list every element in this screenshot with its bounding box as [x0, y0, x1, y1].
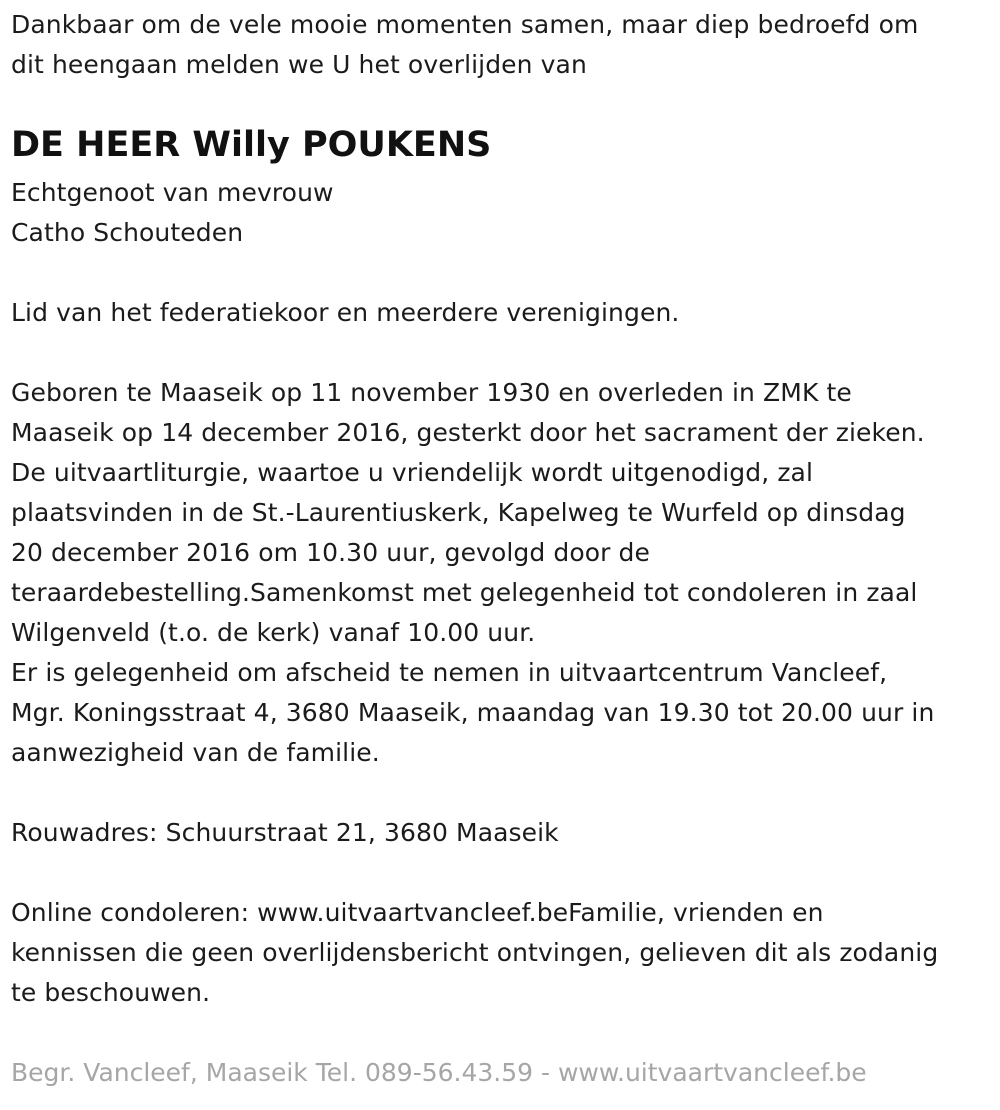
- funeral-details-paragraph: [11, 373, 934, 773]
- details-line: Er is gelegenheid om afscheid te nemen in uitvaartcentrum Vancleef,: [11, 658, 888, 687]
- intro-line: Dankbaar om de vele mooie momenten samen, maar diep bedroefd om: [11, 10, 919, 39]
- spouse-name: Catho Schouteden: [11, 218, 244, 247]
- membership-paragraph: [11, 293, 679, 333]
- details-line: Mgr. Koningsstraat 4, 3680 Maaseik, maandag van 19.30 tot 20.00 uur in: [11, 698, 935, 727]
- details-line: aanwezigheid van de familie.: [11, 738, 380, 767]
- details-line: Wilgenveld (t.o. de kerk) vanaf 10.00 uur.: [11, 618, 536, 647]
- online-line: kennissen die geen overlijdensbericht ontvingen, gelieven dit als zodanig: [11, 938, 939, 967]
- intro-paragraph: [11, 5, 918, 85]
- details-line: De uitvaartliturgie, waartoe u vriendelijk wordt uitgenodigd, zal: [11, 458, 814, 487]
- online-line: te beschouwen.: [11, 978, 211, 1007]
- details-line: 20 december 2016 om 10.30 uur, gevolgd door de: [11, 538, 651, 567]
- deceased-name: DE HEER Willy POUKENS: [11, 125, 492, 165]
- funeral-home-footer: Begr. Vancleef, Maaseik Tel. 089-56.43.59 - www.uitvaartvancleef.be: [11, 1058, 867, 1087]
- spouse-line: Echtgenoot van mevrouw: [11, 178, 334, 207]
- details-line: plaatsvinden in de St.-Laurentiuskerk, Kapelweg te Wurfeld op dinsdag: [11, 498, 906, 527]
- details-line: teraardebestelling.Samenkomst met gelegenheid tot condoleren in zaal: [11, 578, 918, 607]
- details-line: Maaseik op 14 december 2016, gesterkt door het sacrament der zieken.: [11, 418, 925, 447]
- mourning-address: Rouwadres: Schuurstraat 21, 3680 Maaseik: [11, 818, 559, 847]
- spouse-paragraph: [11, 173, 334, 253]
- online-condolence-paragraph: [11, 893, 938, 1013]
- details-line: Geboren te Maaseik op 11 november 1930 en overleden in ZMK te: [11, 378, 852, 407]
- mourning-address-paragraph: [11, 813, 559, 853]
- intro-line: dit heengaan melden we U het overlijden van: [11, 50, 587, 79]
- membership-line: Lid van het federatiekoor en meerdere verenigingen.: [11, 298, 680, 327]
- online-line: Online condoleren: www.uitvaartvancleef.beFamilie, vrienden en: [11, 898, 824, 927]
